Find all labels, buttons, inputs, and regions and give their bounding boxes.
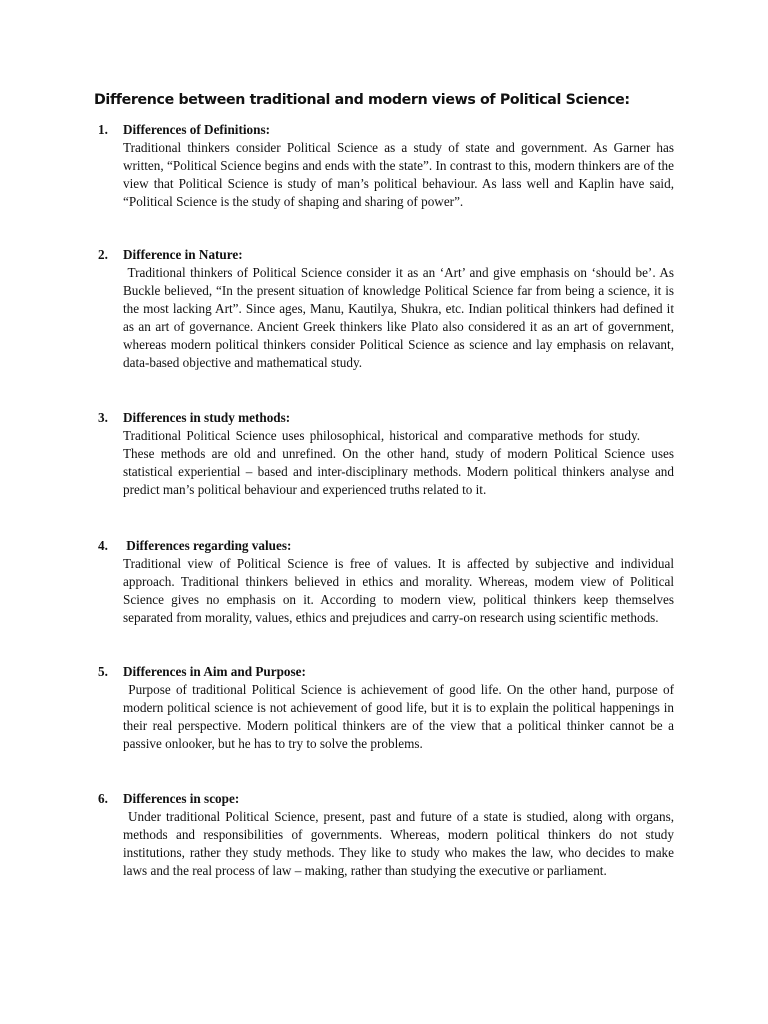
section-body: Under traditional Political Science, present, past and future of a state is studied, along with organs, methods and responsibilities of governments. Whereas, modern political thinkers do not study institutions, rather they study methods. They like to study who makes the law, who decides to make laws and the real process of law – making, rather than studying the executive or parliament. <box>123 809 678 879</box>
section-number: 6. <box>98 791 108 806</box>
section-header <box>98 246 674 264</box>
section-scope <box>98 790 678 880</box>
section-body: Traditional view of Political Science is free of values. It is affected by subjective and individual approach. Traditional thinkers believed in ethics and morality. Whereas, modem view of Political Science gives no emphasis on it. According to modern view, political thinkers keep themselves separated from morality, values, ethics and prejudices and carry-on research using scientific methods. <box>123 556 674 626</box>
section-header <box>98 537 674 555</box>
section-number: 1. <box>98 122 108 137</box>
section-body: Traditional thinkers consider Political Science as a study of state and government. As Garner has written, “Political Science begins and ends with the state”. In contrast to this, modern thinkers are of the view that Political Science is study of man’s political behaviour. As lass well and Kaplin have said, “Political Science is the study of shaping and sharing of power”. <box>123 140 674 210</box>
section-heading: Differences in study methods: <box>123 410 291 425</box>
section-heading: Differences in scope: <box>123 791 240 806</box>
section-heading: Differences regarding values: <box>123 538 292 553</box>
section-body-part: Traditional Political Science uses philosophical, historical and comparative methods for study. <box>123 428 640 443</box>
section-body <box>123 427 674 499</box>
section-heading: Differences in Aim and Purpose: <box>123 664 306 679</box>
document-title: Difference between traditional and modern views of Political Science: <box>94 92 630 108</box>
section-nature <box>98 246 678 373</box>
section-number: 2. <box>98 247 108 262</box>
section-definitions <box>98 121 674 211</box>
section-body: Traditional thinkers of Political Science consider it as an ‘Art’ and give emphasis on ‘should be’. As Buckle believed, “In the present situation of knowledge Political Science far from being a science, it is the most lacking Art”. Since ages, Manu, Kautilya, Shukra, etc. Indian political thinkers had defined it as an art of governance. Ancient Greek thinkers like Plato also considered it as an art of government, whereas modern political thinkers consider Political Science as science and lay emphasis on relavant, data-based objective and mathematical study. <box>123 265 678 371</box>
section-values <box>98 537 674 627</box>
section-header <box>98 121 674 139</box>
section-body-part: These methods are old and unrefined. On the other hand, study of modern Political Science uses statistical experiential – based and inter-disciplinary methods. Modern political thinkers analyse and predict man’s political behaviour and experienced truths related to it. <box>123 446 674 498</box>
section-study-methods <box>98 409 674 499</box>
section-number: 4. <box>98 538 108 553</box>
section-header <box>98 663 674 681</box>
section-heading: Difference in Nature: <box>123 247 243 262</box>
section-body: Purpose of traditional Political Science is achievement of good life. On the other hand, purpose of modern political science is not achievement of good life, but it is to explain the political happenings in their real perspective. Modern political thinkers are of the view that a political thinker cannot be a passive onlooker, but he has to try to solve the problems. <box>123 682 678 752</box>
section-heading: Differences of Definitions: <box>123 122 270 137</box>
section-aim-purpose <box>98 663 678 753</box>
section-number: 3. <box>98 410 108 425</box>
section-number: 5. <box>98 664 108 679</box>
section-header <box>98 790 674 808</box>
section-header <box>98 409 674 427</box>
